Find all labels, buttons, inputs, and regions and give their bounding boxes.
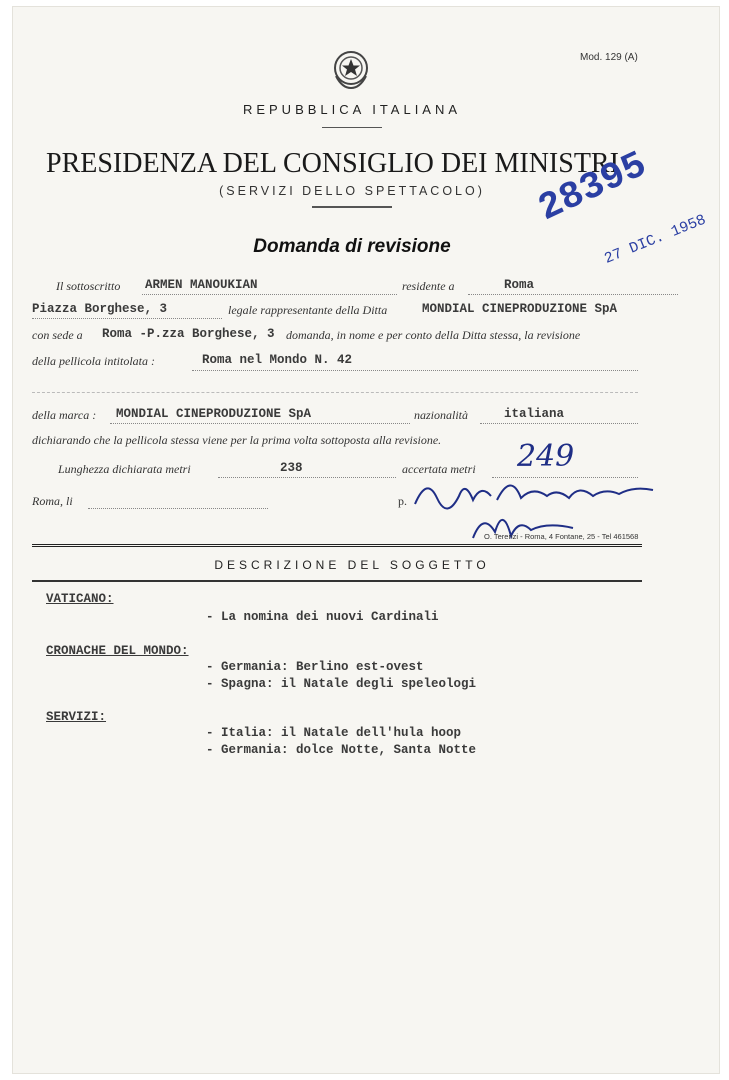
resident-city: Roma [504,278,535,292]
declaration-text: dichiarando che la pellicola stessa viene per la prima volta sottoposta alla revisione. [32,433,442,447]
list-item: - Germania: Berlino est-ovest [206,660,424,674]
label-undersigned: Il sottoscritto [56,279,121,293]
italian-emblem-icon [332,48,370,90]
republic-rule [322,127,382,128]
film-title: Roma nel Mondo N. 42 [202,353,353,367]
label-film-title: della pellicola intitolata : [32,354,155,368]
label-declared-length: Lunghezza dichiarata metri [58,462,191,476]
section-title-servizi: SERVIZI: [46,710,107,724]
company-seat: Roma -P.zza Borghese, 3 [102,327,275,341]
label-legal-rep: legale rappresentante della Ditta [228,303,388,317]
label-brand: della marca : [32,408,97,422]
label-place-date: Roma, li [32,494,73,508]
protocol-number-stamp: 28395 [532,143,654,231]
list-item: - La nomina dei nuovi Cardinali [206,610,439,624]
brand-name: MONDIAL CINEPRODUZIONE SpA [116,407,312,421]
form-title: Domanda di revisione [253,236,451,257]
document-page [12,6,720,1074]
section-rule-top [32,544,642,547]
section-title-cronache: CRONACHE DEL MONDO: [46,644,189,658]
form-code: Mod. 129 (A) [580,52,638,63]
list-item: - Spagna: il Natale degli speleologi [206,677,477,691]
label-seat: con sede a [32,328,83,342]
section-rule-bottom [32,580,642,582]
label-resident: residente a [402,279,455,293]
description-heading: DESCRIZIONE DEL SOGGETTO [214,558,490,572]
date-stamp: 27 DIC. 1958 [602,211,709,268]
declared-length: 238 [280,461,303,475]
label-request: domanda, in nome e per conto della Ditta stessa, la revisione [286,328,581,342]
list-item: - Italia: il Natale dell'hula hoop [206,726,462,740]
printer-line: O. Terenzi - Roma, 4 Fontane, 25 - Tel 461568 [484,532,639,541]
republic-heading: REPUBBLICA ITALIANA [242,102,462,117]
service-rule [312,206,392,208]
label-p: p. [398,494,407,508]
service-subheading: (SERVIZI DELLO SPETTACOLO) [219,184,485,198]
address: Piazza Borghese, 3 [32,302,168,316]
company-name: MONDIAL CINEPRODUZIONE SpA [422,302,618,316]
label-verified-length: accertata metri [402,462,476,476]
label-nationality: nazionalità [414,408,469,422]
list-item: - Germania: dolce Notte, Santa Notte [206,743,477,757]
verified-length-handwritten: 249 [517,439,575,474]
undersigned-name: ARMEN MANOUKIAN [145,278,258,292]
presidency-heading: PRESIDENZA DEL CONSIGLIO DEI MINISTRI [46,148,619,179]
nationality: italiana [504,407,565,421]
section-title-vaticano: VATICANO: [46,592,114,606]
